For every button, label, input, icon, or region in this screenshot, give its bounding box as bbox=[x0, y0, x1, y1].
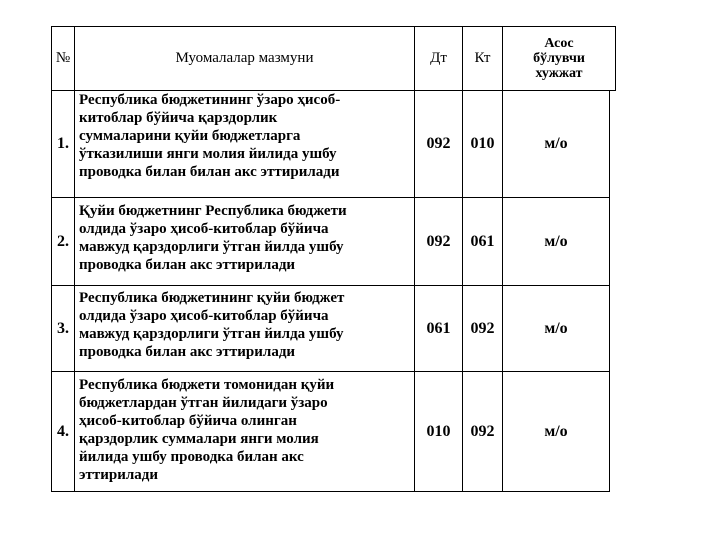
row-number: 1. bbox=[51, 90, 75, 198]
header-source-document-line: бўлувчи bbox=[533, 51, 585, 66]
description-line: Республика бюджети томонидан қуйи bbox=[79, 377, 335, 393]
header-source-document bbox=[502, 26, 616, 91]
description-line: ҳисоб-китоблар бўйича олинган bbox=[79, 413, 297, 429]
description-line: проводка билан билан акс эттирилади bbox=[79, 164, 340, 180]
row-description bbox=[74, 285, 415, 372]
description-line: Республика бюджетининг қуйи бюджет bbox=[79, 290, 345, 306]
row-number: 4. bbox=[51, 371, 75, 492]
row-description bbox=[74, 197, 415, 286]
header-source-document-line: Асос bbox=[544, 36, 574, 51]
source-document: м/о bbox=[502, 90, 610, 198]
description-line: олдида ўзаро ҳисоб-китоблар бўйича bbox=[79, 308, 329, 324]
description-line: қарздорлик суммалари янги молия bbox=[79, 431, 319, 447]
description-line: олдида ўзаро ҳисоб-китоблар бўйича bbox=[79, 221, 329, 237]
credit-account: 092 bbox=[462, 285, 503, 372]
description-line: проводка билан акс эттирилади bbox=[79, 257, 296, 273]
source-document: м/о bbox=[502, 197, 610, 286]
credit-account: 061 bbox=[462, 197, 503, 286]
description-line: бюджетлардан ўтган йилидаги ўзаро bbox=[79, 395, 328, 411]
description-line: йилида ушбу проводка билан акс bbox=[79, 449, 304, 465]
row-number: 2. bbox=[51, 197, 75, 286]
credit-account: 010 bbox=[462, 90, 503, 198]
row-number: 3. bbox=[51, 285, 75, 372]
debit-account: 092 bbox=[414, 90, 463, 198]
description-line: проводка билан акс эттирилади bbox=[79, 344, 296, 360]
debit-account: 092 bbox=[414, 197, 463, 286]
credit-account: 092 bbox=[462, 371, 503, 492]
description-line: Республика бюджетининг ўзаро ҳисоб- bbox=[79, 92, 341, 108]
source-document: м/о bbox=[502, 371, 610, 492]
header-debit: Дт bbox=[414, 26, 463, 91]
debit-account: 010 bbox=[414, 371, 463, 492]
description-line: мавжуд қарздорлиги ўтган йилда ушбу bbox=[79, 326, 344, 342]
description-line: китоблар бўйича қарздорлик bbox=[79, 110, 278, 126]
description-line: мавжуд қарздорлиги ўтган йилда ушбу bbox=[79, 239, 344, 255]
debit-account: 061 bbox=[414, 285, 463, 372]
row-description bbox=[74, 90, 415, 198]
description-line: суммаларини қуйи бюджетларга bbox=[79, 128, 301, 144]
header-source-document-line: хужжат bbox=[535, 66, 583, 81]
description-line: Қуйи бюджетнинг Республика бюджети bbox=[79, 203, 347, 219]
row-description bbox=[74, 371, 415, 492]
description-line: эттирилади bbox=[79, 467, 158, 483]
header-credit: Кт bbox=[462, 26, 503, 91]
header-description: Муомалалар мазмуни bbox=[74, 26, 415, 91]
source-document: м/о bbox=[502, 285, 610, 372]
description-line: ўтказилиши янги молия йилида ушбу bbox=[79, 146, 337, 162]
header-number: № bbox=[51, 26, 75, 91]
